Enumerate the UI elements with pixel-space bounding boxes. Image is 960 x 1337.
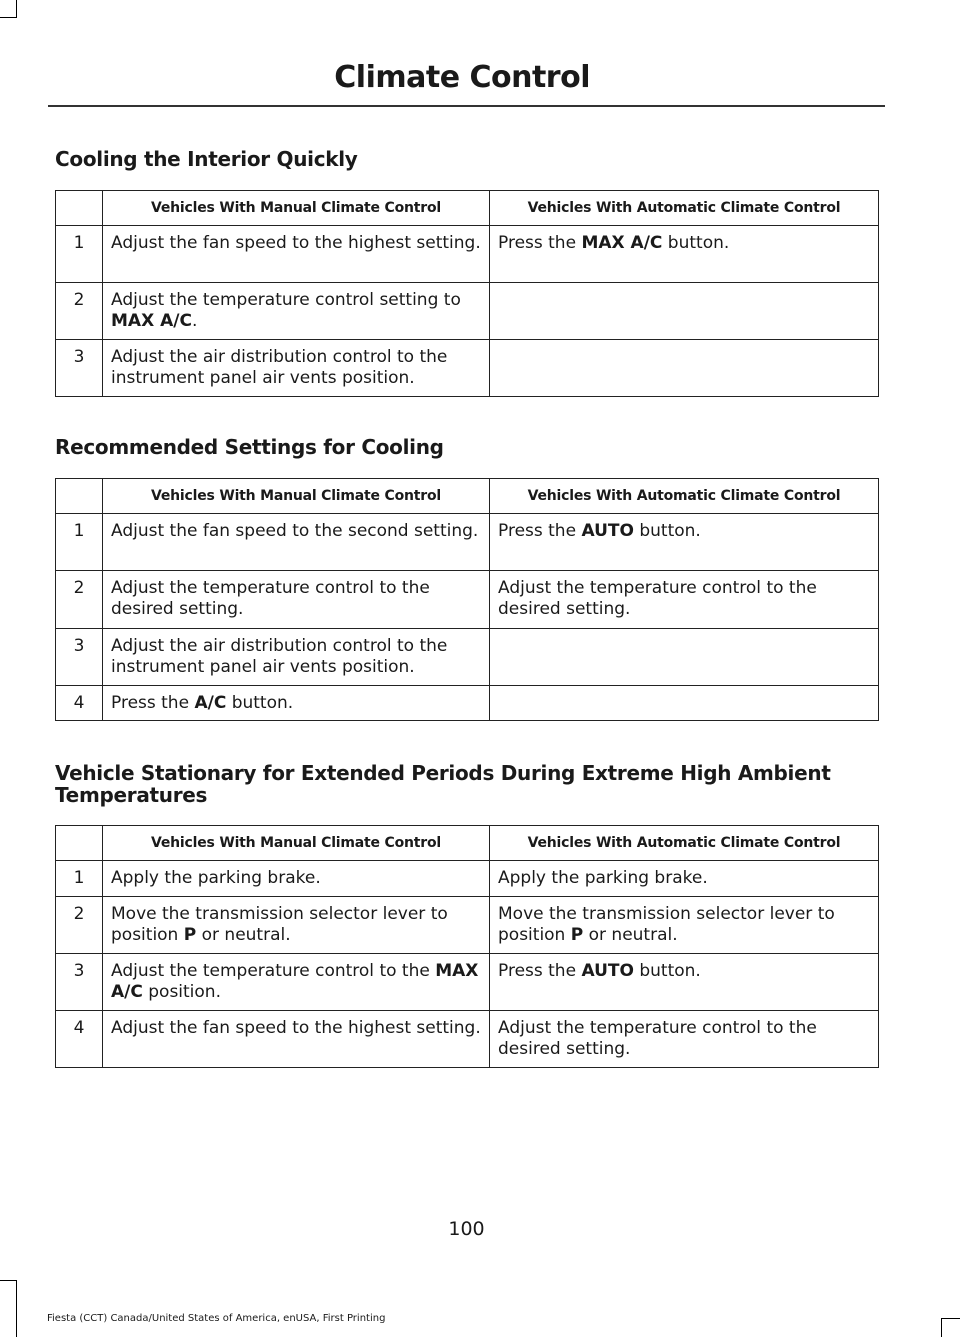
instruction-text: button. [633,961,701,981]
row-number: 3 [56,629,103,686]
automatic-cell [490,226,879,283]
instruction-text: Press the [498,961,582,981]
manual-cell [103,283,490,340]
instruction-text: Move the transmission selector lever to position [498,904,835,945]
bold-control-name: MAX A/C [111,311,192,331]
instruction-text: . [191,311,198,331]
instruction-text: or neutral. [196,925,291,945]
table-row [56,954,879,1011]
manual-cell [103,954,490,1011]
table-header-row [56,479,879,514]
crop-mark [16,0,17,18]
row-number: 1 [56,861,103,897]
automatic-cell [490,1011,879,1068]
header-cell-empty [56,826,103,861]
header-manual: Vehicles With Manual Climate Control [103,191,490,226]
section-recommended-cooling [55,435,878,713]
manual-cell [103,1011,490,1068]
table-row [56,514,879,571]
section-cooling-quickly [55,147,878,388]
crop-mark [0,17,17,18]
table-header-row [56,826,879,861]
header-automatic: Vehicles With Automatic Climate Control [490,479,879,514]
instruction-text: Adjust the fan speed to the second setting. [111,521,479,541]
manual-cell [103,629,490,686]
table-row [56,1011,879,1068]
table-row [56,571,879,629]
crop-mark [16,1280,17,1337]
row-number: 4 [56,1011,103,1068]
climate-table [55,825,879,1068]
manual-cell [103,686,490,721]
footer-text: Fiesta (CCT) Canada/United States of America, enUSA, First Printing [47,1313,386,1324]
instruction-text: Adjust the temperature control to the desired setting. [111,578,430,619]
manual-cell [103,571,490,629]
instruction-text: or neutral. [583,925,678,945]
bold-control-name: P [183,925,197,945]
instruction-text: button. [226,693,294,713]
section-title: Cooling the Interior Quickly [55,147,358,171]
instruction-text: Adjust the air distribution control to the instrument panel air vents position. [111,636,448,677]
bold-control-name: AUTO [581,521,634,541]
table-row [56,226,879,283]
header-cell-empty [56,191,103,226]
automatic-cell [490,686,879,721]
manual-cell [103,897,490,954]
section-title: Recommended Settings for Cooling [55,435,444,459]
bold-control-name: MAX A/C [581,233,663,253]
row-number: 3 [56,954,103,1011]
row-number: 2 [56,897,103,954]
row-number: 3 [56,340,103,397]
instruction-text: Adjust the fan speed to the highest setting. [111,1018,481,1038]
automatic-cell [490,897,879,954]
table-row [56,686,879,721]
page-number: 100 [448,1218,485,1240]
automatic-cell [490,571,879,629]
automatic-cell [490,954,879,1011]
manual-cell [103,861,490,897]
bold-control-name: MAX A/C [111,961,479,1002]
instruction-text: Move the transmission selector lever to position [111,904,448,945]
instruction-text: Adjust the temperature control setting to [111,290,461,310]
page-title: Climate Control [334,60,590,95]
instruction-text: Adjust the temperature control to the desired setting. [498,1018,817,1059]
instruction-text: Apply the parking brake. [111,868,321,888]
table-row [56,340,879,397]
instruction-text: button. [662,233,730,253]
instruction-text: button. [633,521,701,541]
instruction-text: Press the [498,521,582,541]
climate-table [55,190,879,397]
climate-table [55,478,879,721]
table-row [56,861,879,897]
row-number: 1 [56,514,103,571]
header-divider [48,105,885,107]
automatic-cell [490,861,879,897]
row-number: 4 [56,686,103,721]
automatic-cell [490,283,879,340]
manual-cell [103,226,490,283]
table-row [56,283,879,340]
instruction-text: Press the [111,693,195,713]
instruction-text: Adjust the air distribution control to the instrument panel air vents position. [111,347,448,388]
crop-mark [941,1318,942,1337]
bold-control-name: AUTO [581,961,634,981]
instruction-text: Adjust the temperature control to the [111,961,436,981]
table-header-row [56,191,879,226]
instruction-text: Adjust the fan speed to the highest setting. [111,233,481,253]
section-extreme-heat [55,761,878,1059]
manual-cell [103,514,490,571]
instruction-text: Press the [498,233,582,253]
bold-control-name: P [570,925,584,945]
table-row [56,897,879,954]
header-automatic: Vehicles With Automatic Climate Control [490,191,879,226]
automatic-cell [490,340,879,397]
row-number: 2 [56,283,103,340]
row-number: 2 [56,571,103,629]
crop-mark [941,1318,960,1319]
instruction-text: Adjust the temperature control to the desired setting. [498,578,817,619]
instruction-text: position. [142,982,221,1002]
bold-control-name: A/C [194,693,227,713]
header-manual: Vehicles With Manual Climate Control [103,826,490,861]
table-row [56,629,879,686]
automatic-cell [490,514,879,571]
header-manual: Vehicles With Manual Climate Control [103,479,490,514]
header-automatic: Vehicles With Automatic Climate Control [490,826,879,861]
automatic-cell [490,629,879,686]
row-number: 1 [56,226,103,283]
crop-mark [0,1280,17,1281]
manual-cell [103,340,490,397]
header-cell-empty [56,479,103,514]
instruction-text: Apply the parking brake. [498,868,708,888]
section-title: Vehicle Stationary for Extended Periods During Extreme High Ambient Temperatures [55,761,831,807]
